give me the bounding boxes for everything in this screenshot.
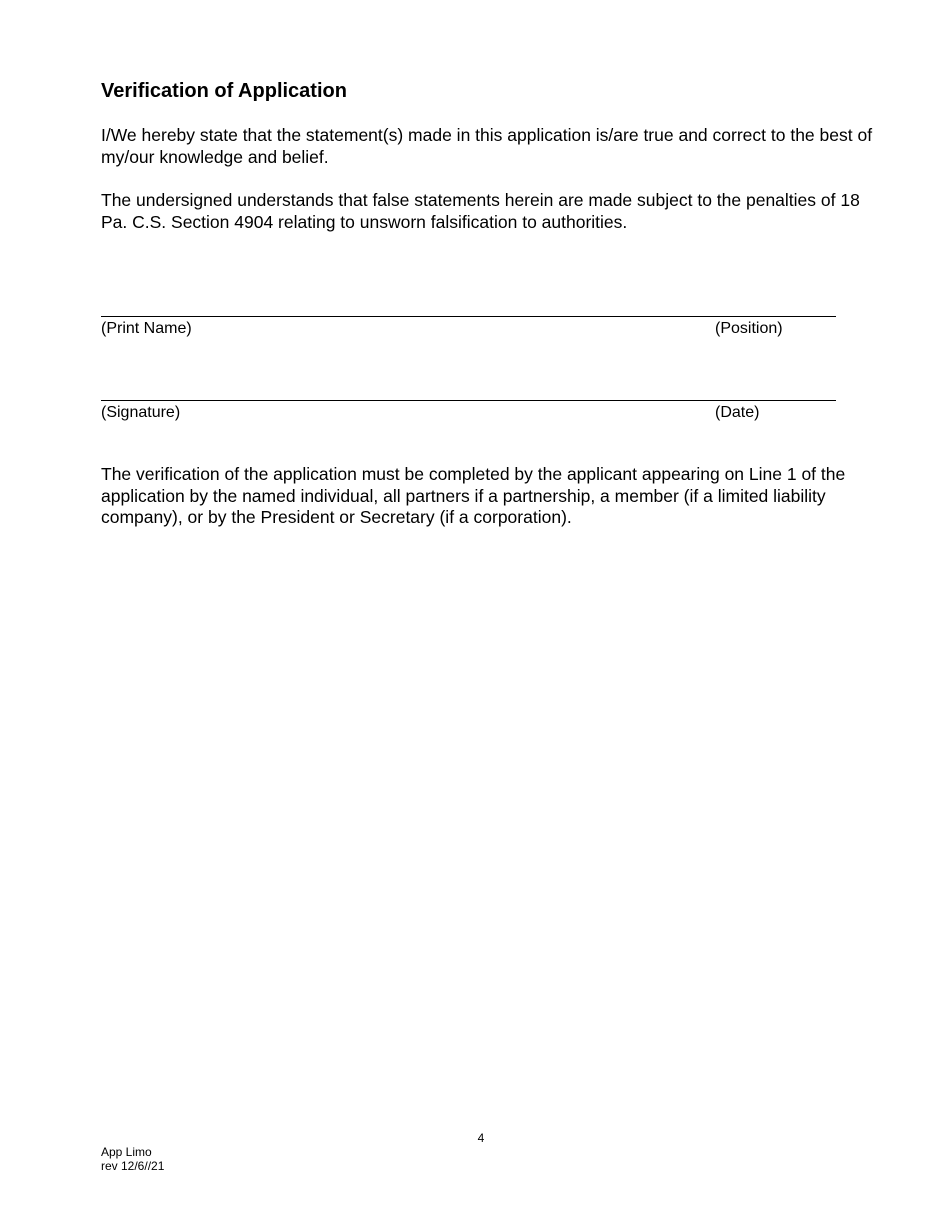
page-title: Verification of Application — [101, 80, 347, 102]
form-footer — [101, 1145, 164, 1173]
print-name-position-row — [101, 316, 836, 339]
revision-date: rev 12/6//21 — [101, 1159, 165, 1173]
date-label: (Date) — [715, 404, 760, 421]
print-name-label: (Print Name) — [101, 320, 192, 337]
signature-label: (Signature) — [101, 404, 181, 421]
penalty-statement: The undersigned understands that false statements herein are made subject to the penalties of 18 Pa. C.S. Section 4904 relating to unsworn falsification to authorities. — [101, 190, 860, 232]
form-name: App Limo — [101, 1145, 152, 1159]
verification-instructions: The verification of the application must be completed by the applicant appearing on Line 1 of the application by the named individual, all partners if a partnership, a member (if a limited liability company), or by the President or Secretary (if a corporation). — [101, 464, 846, 527]
verification-statement: I/We hereby state that the statement(s) made in this application is/are true and correct to the best of my/our knowledge and belief. — [101, 125, 873, 167]
position-label: (Position) — [715, 320, 783, 337]
signature-date-row — [101, 400, 836, 423]
page-number: 4 — [477, 1131, 485, 1145]
